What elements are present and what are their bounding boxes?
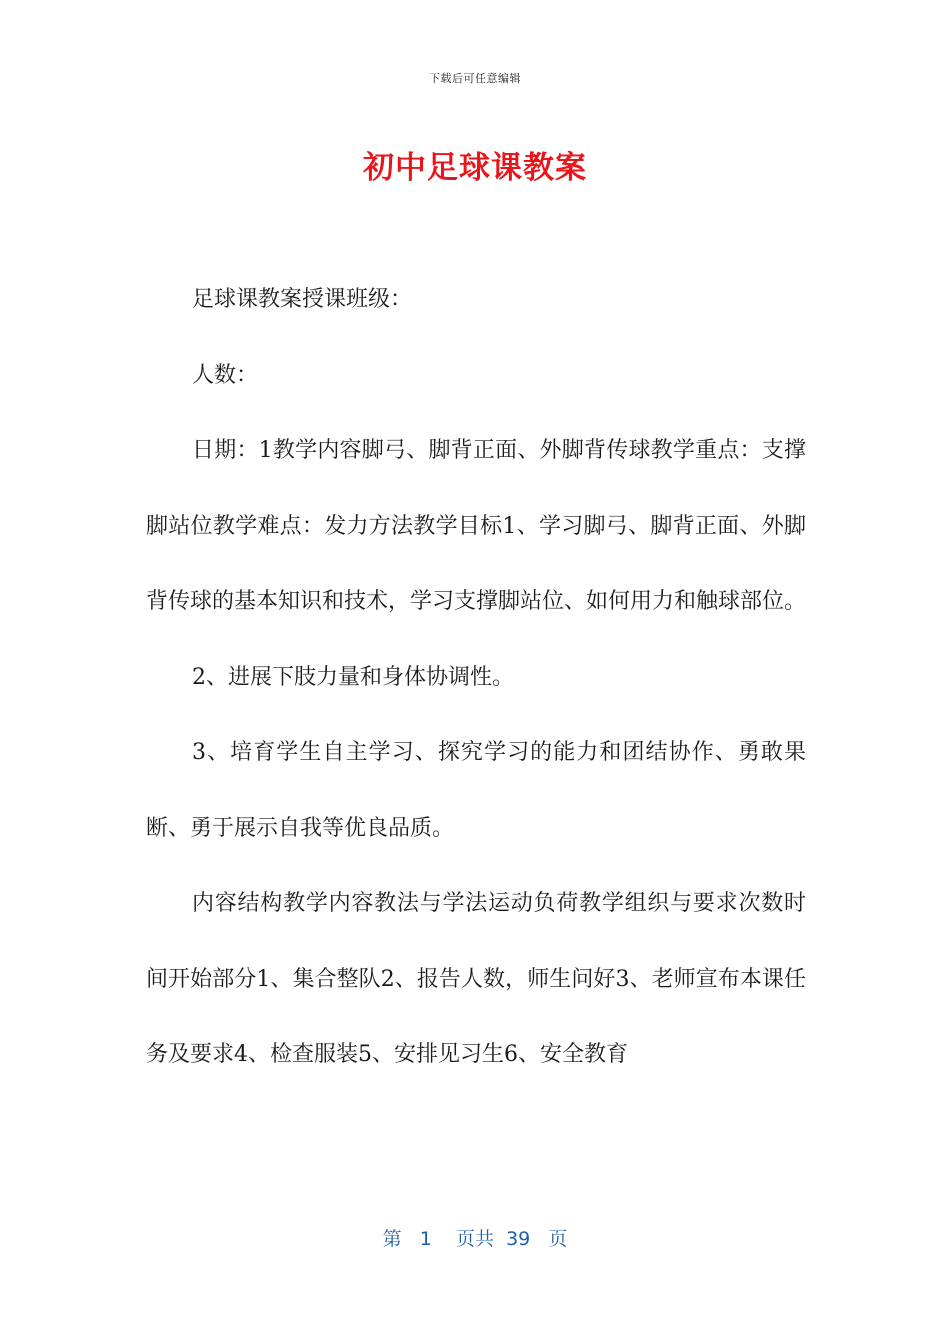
- footer-middle: 页共: [455, 1228, 494, 1250]
- paragraph-date-objectives: 日期：1教学内容脚弓、脚背正面、外脚背传球教学重点：支撑脚站位教学难点：发力方法教学目标1、学习脚弓、脚背正面、外脚背传球的基本知识和技术，学习支撑脚站位、如何用力和触球部位。: [146, 438, 807, 614]
- header-note: 下载后可任意编辑: [429, 72, 521, 85]
- paragraph-headcount: 人数：: [192, 362, 259, 388]
- footer-total-pages: 39: [506, 1228, 531, 1250]
- page-title: 初中足球课教案: [363, 150, 587, 186]
- paragraph-objective-3: 3、培育学生自主学习、探究学习的能力和团结协作、勇敢果断、勇于展示自我等优良品质。: [146, 740, 806, 841]
- footer-prefix: 第: [382, 1228, 402, 1250]
- footer-current-page: 1: [419, 1228, 432, 1250]
- document-body: [146, 262, 806, 1093]
- page-number-footer: [0, 1224, 950, 1251]
- footer-suffix: 页: [548, 1228, 568, 1250]
- paragraph-class-info: 足球课教案授课班级：: [192, 287, 413, 312]
- paragraph-objective-2: 2、进展下肢力量和身体协调性。: [192, 664, 514, 690]
- paragraph-content-structure: 内容结构教学内容教法与学法运动负荷教学组织与要求次数时间开始部分1、集合整队2、报告人数，师生问好3、老师宣布本课任务及要求4、检查服装5、安排见习生6、安全教育: [146, 891, 806, 1067]
